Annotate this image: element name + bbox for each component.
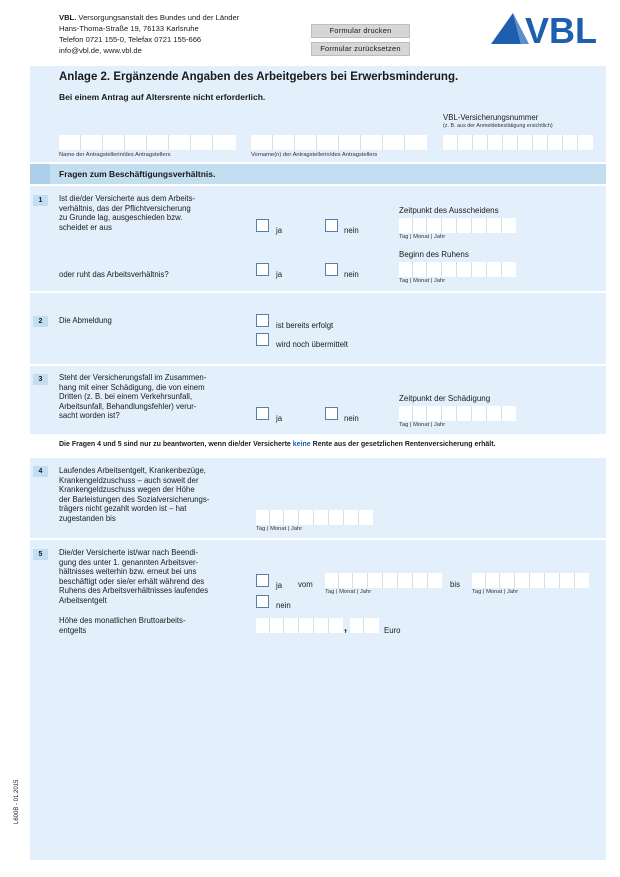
q1-date-label: Zeitpunkt des Ausscheidens [399, 206, 499, 215]
questions-4-5-note [59, 441, 495, 448]
question-2-number: 2 [33, 316, 48, 327]
q1-no-label: nein [344, 226, 359, 235]
question-1-line: zu Grunde lag, ausgeschieden bzw. [59, 213, 183, 222]
insurance-number-field[interactable] [443, 135, 593, 150]
q5-currency-label: Euro [384, 626, 401, 635]
q5-salary-comma: , [344, 622, 348, 634]
sender-address [59, 12, 309, 56]
form-title: Anlage 2. Ergänzende Angaben des Arbeitgebers bei Erwerbsminderung. [59, 71, 459, 83]
q1-exit-date-field[interactable] [399, 218, 516, 233]
question-5-line: Die/der Versicherte ist/war nach Beendi- [59, 548, 199, 557]
q5-from-label: vom [298, 580, 313, 589]
reset-form-button[interactable]: Formular zurücksetzen [311, 42, 410, 56]
question-4-line: Laufendes Arbeitsentgelt, Krankenbezüge, [59, 466, 206, 475]
note-text: Die Fragen 4 und 5 sind nur zu beantworten, wenn die/der Versicherte [59, 441, 293, 448]
section-band-marker [30, 164, 50, 184]
q1-date-caption: Tag | Monat | Jahr [399, 234, 446, 240]
insurance-number-hint: (z. B. aus der Anmeldebestätigung ersichtlich) [443, 123, 553, 129]
question-1-line: verhältnis, das der Pflichtversicherung [59, 203, 191, 213]
q2-done-label: ist bereits erfolgt [276, 321, 334, 330]
q3-no-checkbox[interactable] [325, 407, 338, 420]
q1-no-checkbox[interactable] [325, 219, 338, 232]
q1-yes-checkbox[interactable] [256, 219, 269, 232]
form-subtitle: Bei einem Antrag auf Altersrente nicht erforderlich. [59, 92, 266, 102]
question-5-line: beschäftigt oder sie/er erhält während des [59, 576, 205, 586]
q5-yes-label: ja [276, 581, 283, 590]
q2-pending-checkbox[interactable] [256, 333, 269, 346]
q3-yes-checkbox[interactable] [256, 407, 269, 420]
question-1-number: 1 [33, 195, 48, 206]
q5-salary-euro-field[interactable] [256, 618, 343, 633]
org-abbrev: VBL. [59, 13, 77, 22]
q5-yes-checkbox[interactable] [256, 574, 269, 587]
question-3-line: Steht der Versicherungsfall im Zusammen- [59, 373, 207, 382]
q5-to-label: bis [450, 580, 460, 589]
q4-until-date-field[interactable] [256, 510, 373, 525]
q3-no-label: nein [344, 414, 359, 423]
q2-done-checkbox[interactable] [256, 314, 269, 327]
org-web: info@vbl.de, www.vbl.de [59, 46, 142, 55]
org-phone: Telefon 0721 155-0, Telefax 0721 155-666 [59, 35, 202, 44]
q3-yes-label: ja [276, 414, 283, 423]
note-keyword: keine [292, 441, 311, 448]
q1-rest-date-field[interactable] [399, 262, 516, 277]
question-1-text [59, 194, 195, 232]
question-4-line: Krankengeldzuschuss – auch soweit der [59, 475, 199, 485]
q1-sub-no-label: nein [344, 270, 359, 279]
question-4-line: der Barleistungen des Sozialversicherungs- [59, 494, 210, 504]
logo-triangle-icon [491, 13, 521, 44]
q1-sub-yes-checkbox[interactable] [256, 263, 269, 276]
q3-damage-date-field[interactable] [399, 406, 516, 421]
q5-to-date-field[interactable] [472, 573, 589, 588]
firstname-field[interactable] [251, 135, 427, 150]
q5-salary-cent-field[interactable] [350, 618, 379, 633]
q1-sub-no-checkbox[interactable] [325, 263, 338, 276]
question-4-number: 4 [33, 466, 48, 477]
question-5-line: Ruhens des Arbeitsverhältnisses laufendes [59, 586, 209, 595]
question-3-line: Arbeitsunfall, Behandlungsfehler) verur- [59, 401, 197, 411]
q1-yes-label: ja [276, 226, 283, 235]
print-form-button[interactable]: Formular drucken [311, 24, 410, 38]
question-3-number: 3 [33, 374, 48, 385]
question-5-line: gung des unter 1. genannten Arbeitsver- [59, 557, 199, 567]
question-1-line: Ist die/der Versicherte aus dem Arbeits- [59, 194, 196, 203]
q5-from-date-caption: Tag | Monat | Jahr [325, 589, 372, 595]
note-text-end: Rente aus der gesetzlichen Rentenversicherung erhält. [310, 441, 496, 448]
q3-date-caption: Tag | Monat | Jahr [399, 422, 446, 428]
q2-pending-label: wird noch übermittelt [276, 340, 348, 349]
question-5-line: hältnisses weiterhin bzw. erneut bei uns [59, 567, 197, 576]
q3-date-label: Zeitpunkt der Schädigung [399, 394, 491, 403]
question-5-text [59, 548, 208, 605]
question-1-sub-text: oder ruht das Arbeitsverhältnis? [59, 270, 169, 279]
name-field[interactable] [59, 135, 236, 150]
question-5-line: Arbeitsentgelt [59, 595, 107, 605]
question-4-line: Krankengeldzuschuss wegen der Höhe [59, 485, 195, 494]
name-caption: Name der Antragstellerin/des Antragstellers [59, 152, 171, 158]
q1-rest-date-label: Beginn des Ruhens [399, 250, 469, 259]
q5-no-label: nein [276, 601, 291, 610]
org-name: Versorgungsanstalt des Bundes und der Länder [76, 13, 240, 22]
question-1-line: scheidet er aus [59, 222, 112, 232]
q5-salary-label [59, 616, 186, 635]
q1-sub-yes-label: ja [276, 270, 283, 279]
question-3-text [59, 373, 206, 421]
question-3-line: sacht worden ist? [59, 411, 120, 420]
logo-text: VBL [525, 12, 597, 46]
q5-from-date-field[interactable] [325, 573, 442, 588]
q5-salary-line: entgelts [59, 625, 87, 635]
firstname-caption: Vorname(n) der Antragstellerin/des Antragstellers [251, 152, 378, 158]
question-3-line: hang mit einer Schädigung, die von einem [59, 382, 205, 392]
q5-no-checkbox[interactable] [256, 595, 269, 608]
org-street: Hans-Thoma-Straße 19, 76133 Karlsruhe [59, 24, 199, 33]
q5-to-date-caption: Tag | Monat | Jahr [472, 589, 519, 595]
question-4-text [59, 466, 209, 523]
q4-date-caption: Tag | Monat | Jahr [256, 526, 303, 532]
insurance-number-label: VBL-Versicherungsnummer [443, 113, 539, 122]
question-2-text: Die Abmeldung [59, 316, 112, 325]
section-title: Fragen zum Beschäftigungsverhältnis. [59, 169, 216, 179]
q5-salary-line: Höhe des monatlichen Bruttoarbeits- [59, 616, 186, 625]
question-5-number: 5 [33, 549, 48, 560]
q1-rest-date-caption: Tag | Monat | Jahr [399, 278, 446, 284]
question-4-line: trägers nicht gezahlt worden ist – hat [59, 504, 187, 513]
form-code: L600B - 01.2015 [14, 779, 20, 824]
question-4-line: zugestanden bis [59, 513, 116, 523]
question-3-line: Dritten (z. B. bei einem Verkehrsunfall, [59, 392, 193, 401]
vbl-logo [491, 12, 607, 46]
